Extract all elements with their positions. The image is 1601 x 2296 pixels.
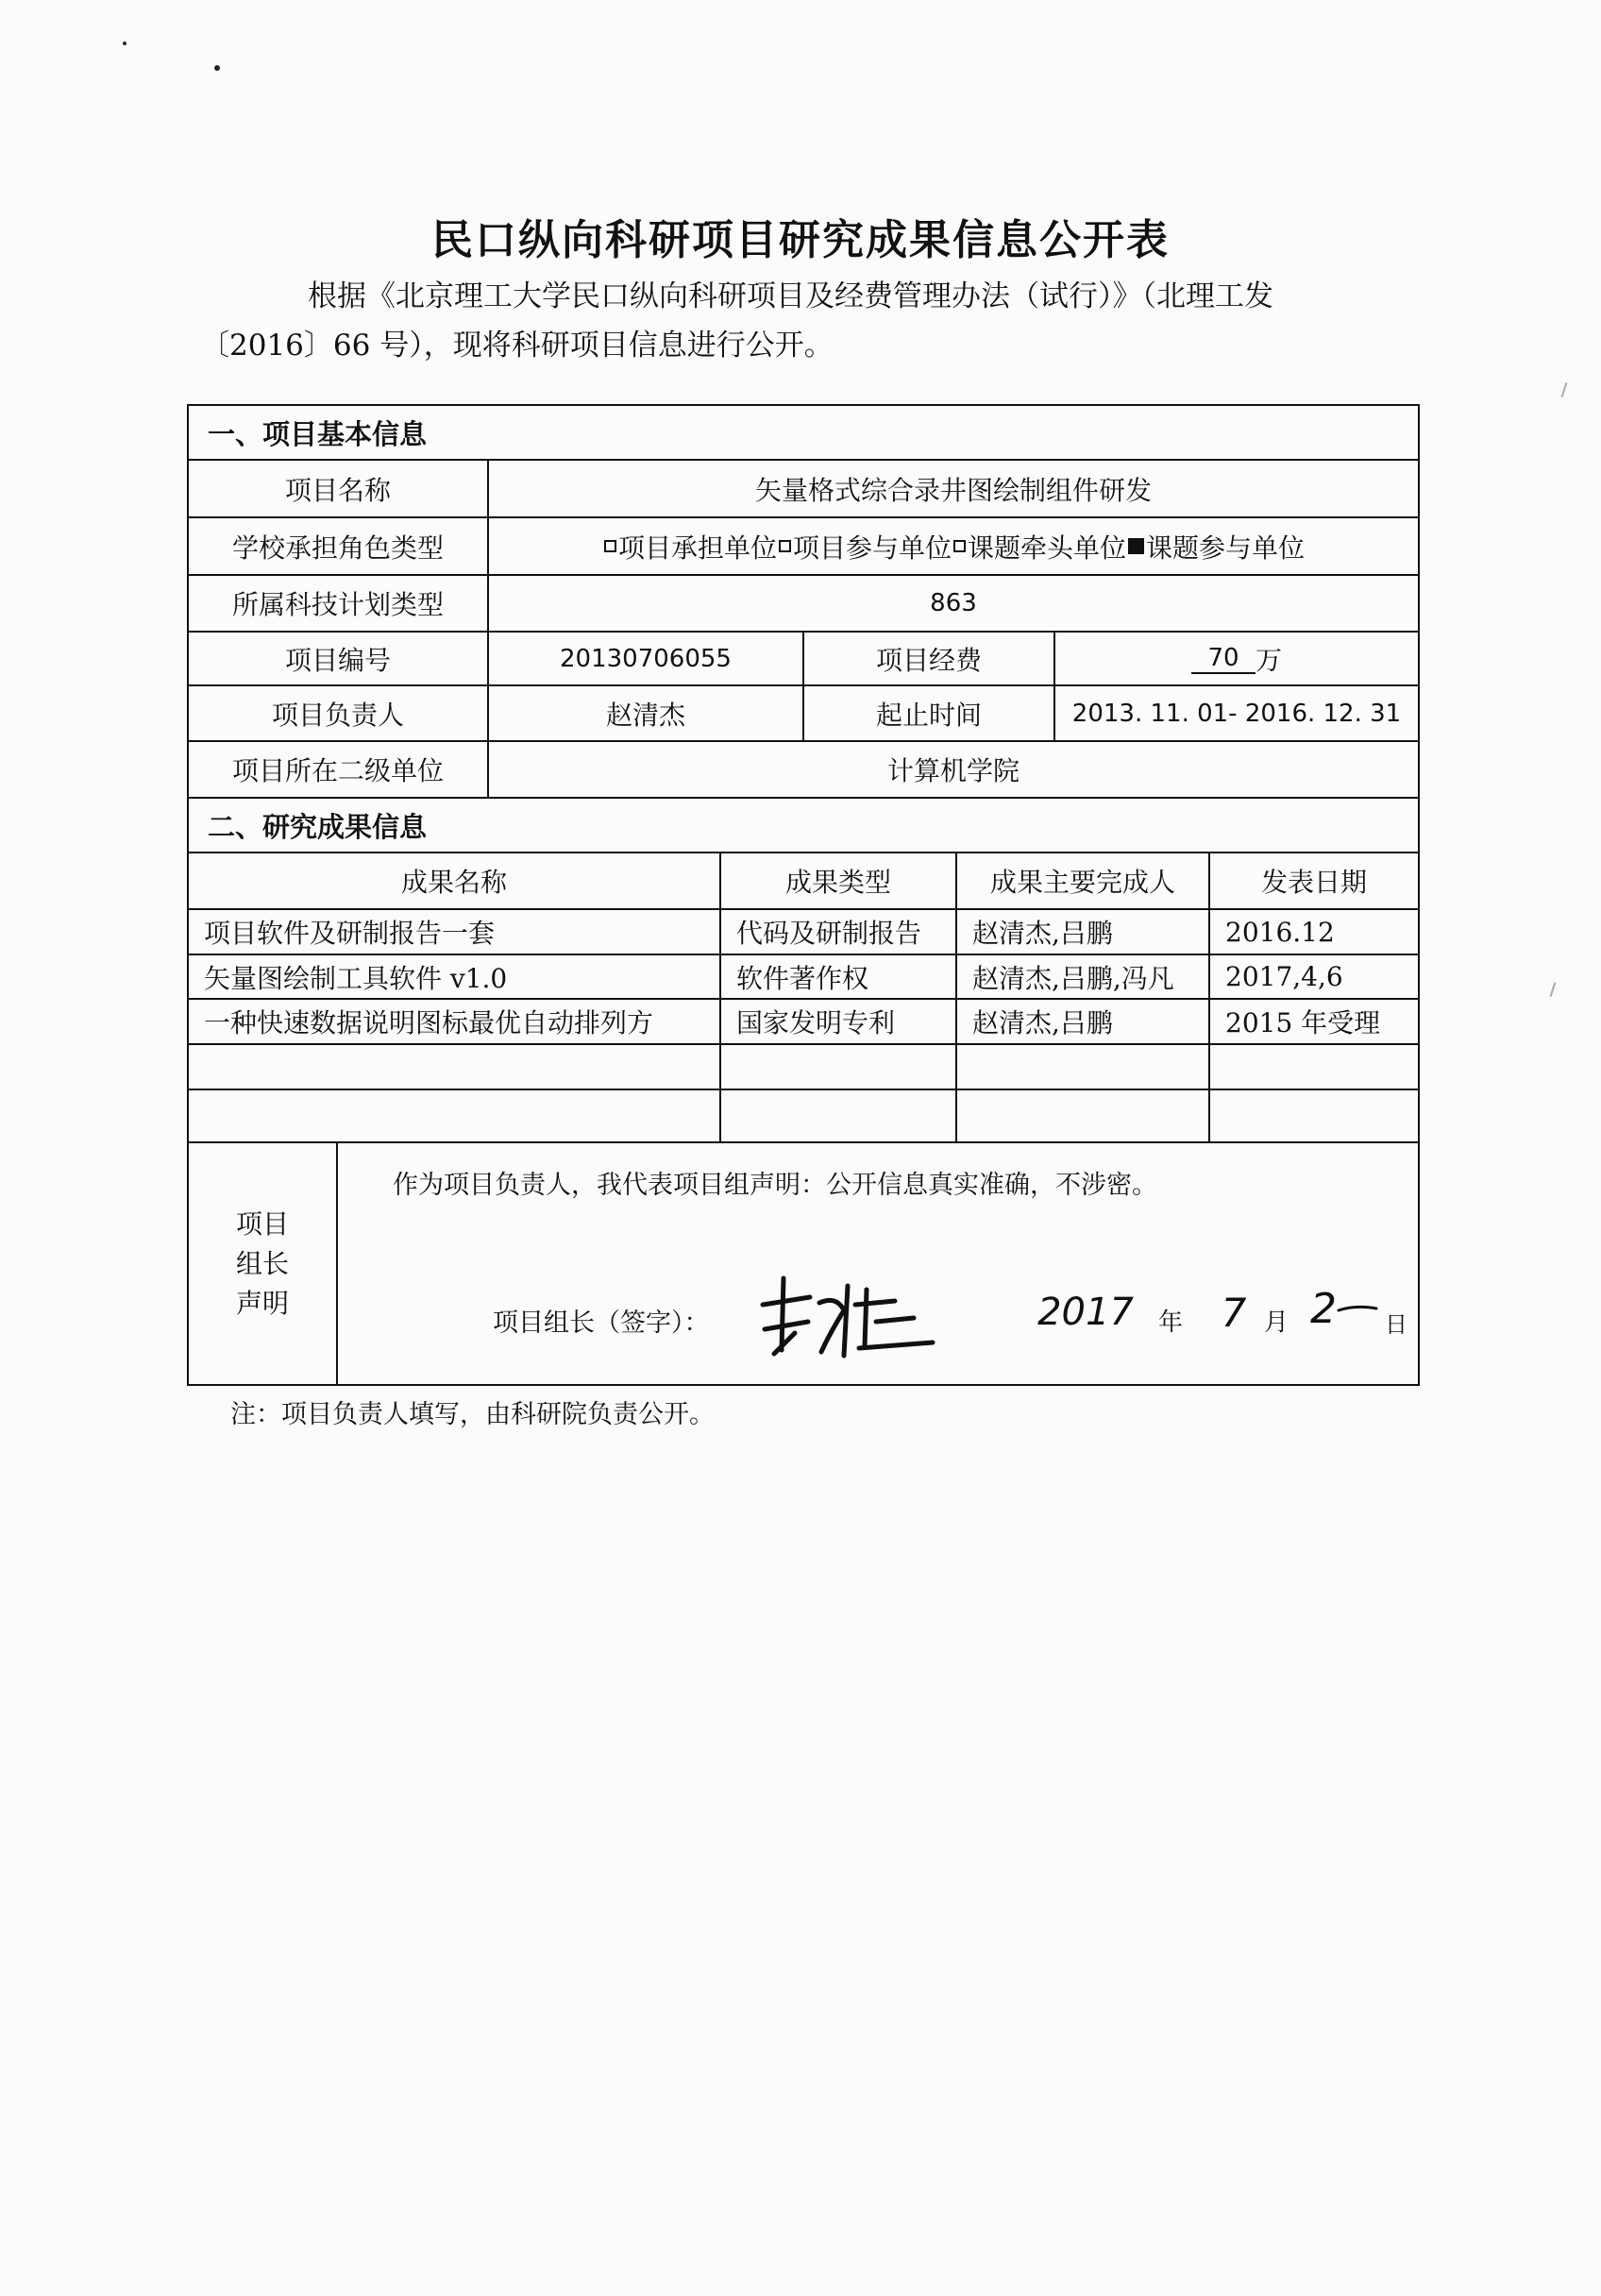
- unit-label: 项目所在二级单位: [231, 755, 444, 786]
- intro-line-2: 〔2016〕66 号），现将科研项目信息进行公开。: [200, 329, 834, 363]
- funding-unit: 万: [1255, 644, 1282, 676]
- project-name-value: 矢量格式综合录井图绘制组件研发: [754, 474, 1152, 506]
- funding-label: 项目经费: [875, 644, 982, 676]
- role-option-label: 课题参与单位: [1146, 532, 1306, 564]
- scan-mark: [1550, 982, 1557, 997]
- declaration-label-line: 声明: [235, 1287, 289, 1319]
- role-option-label: 项目承担单位: [617, 532, 777, 564]
- intro-paragraph: [93, 272, 1320, 370]
- period-label: 起止时间: [875, 699, 982, 731]
- leader-value: 赵清杰: [605, 699, 685, 731]
- leader-label: 项目负责人: [271, 699, 404, 731]
- handwritten-year: 2017: [1037, 1291, 1134, 1334]
- project-code-label: 项目编号: [284, 644, 391, 676]
- plan-type-label: 所属科技计划类型: [231, 589, 444, 620]
- table-row-contributors: 赵清杰,吕鹏,冯凡: [972, 962, 1174, 994]
- plan-type-value: 863: [930, 589, 977, 617]
- role-label: 学校承担角色类型: [231, 532, 444, 564]
- signature-label: 项目组长（签字）：: [493, 1308, 710, 1338]
- table-row-result-type: 软件著作权: [736, 962, 869, 994]
- date-flourish: [1337, 1303, 1378, 1314]
- role-option-label: 项目参与单位: [792, 532, 952, 564]
- declaration-label-line: 组长: [235, 1247, 289, 1279]
- role-options: [489, 518, 1418, 574]
- footnote: 注：项目负责人填写，由科研院负责公开。: [230, 1400, 715, 1429]
- period-value: 2013. 11. 01- 2016. 12. 31: [1071, 699, 1402, 728]
- month-char: 月: [1263, 1308, 1289, 1337]
- scan-mark: [1561, 382, 1568, 397]
- day-char: 日: [1385, 1310, 1407, 1338]
- checkbox-project-participant[interactable]: [779, 540, 791, 552]
- table-row-date: 2015 年受理: [1225, 1007, 1381, 1038]
- table-row-result-name: 矢量图绘制工具软件 v1.0: [204, 962, 508, 994]
- checkbox-subject-lead[interactable]: [953, 540, 966, 552]
- column-header-result-type: 成果类型: [784, 867, 891, 898]
- handwritten-day: 2: [1310, 1284, 1337, 1333]
- intro-line-1: 根据《北京理工大学民口纵向科研项目及经费管理办法（试行）》（北理工发: [308, 279, 1273, 313]
- handwritten-month: 7: [1221, 1289, 1247, 1336]
- document-title: 民口纵向科研项目研究成果信息公开表: [431, 216, 1170, 264]
- section-results-heading: 二、研究成果信息: [208, 810, 428, 843]
- declaration-statement: 作为项目负责人，我代表项目组声明：公开信息真实准确，不涉密。: [393, 1170, 1157, 1200]
- handwritten-signature: [753, 1267, 952, 1361]
- table-row-result-type: 国家发明专利: [736, 1007, 896, 1038]
- funding-value: [1055, 633, 1418, 684]
- scan-speck: [214, 65, 220, 71]
- section-basic-info-heading: 一、项目基本信息: [208, 417, 428, 450]
- project-code-value: 20130706055: [560, 644, 732, 673]
- project-name-label: 项目名称: [284, 474, 391, 506]
- column-header-publish-date: 发表日期: [1260, 867, 1367, 898]
- checkbox-project-lead[interactable]: [604, 540, 616, 552]
- role-option-label: 课题牵头单位: [968, 532, 1127, 564]
- declaration-label: [189, 1143, 336, 1384]
- table-row-date: 2017,4,6: [1225, 961, 1343, 992]
- checkbox-subject-participant[interactable]: [1128, 538, 1144, 554]
- column-header-main-contributors: 成果主要完成人: [989, 867, 1175, 898]
- table-row-result-name: 项目软件及研制报告一套: [204, 918, 496, 949]
- table-row-contributors: 赵清杰,吕鹏: [972, 918, 1113, 949]
- disclosure-form-table: [187, 404, 1420, 1386]
- table-row-contributors: 赵清杰,吕鹏: [972, 1007, 1113, 1038]
- declaration-label-line: 项目: [235, 1207, 289, 1240]
- year-char: 年: [1157, 1308, 1183, 1337]
- scan-speck: [123, 42, 126, 45]
- unit-value: 计算机学院: [886, 755, 1020, 786]
- table-row-date: 2016.12: [1225, 916, 1335, 948]
- table-row-result-type: 代码及研制报告: [736, 918, 922, 949]
- funding-amount: 70: [1191, 644, 1256, 674]
- column-header-result-name: 成果名称: [400, 867, 507, 898]
- table-row-result-name: 一种快速数据说明图标最优自动排列方: [204, 1007, 654, 1038]
